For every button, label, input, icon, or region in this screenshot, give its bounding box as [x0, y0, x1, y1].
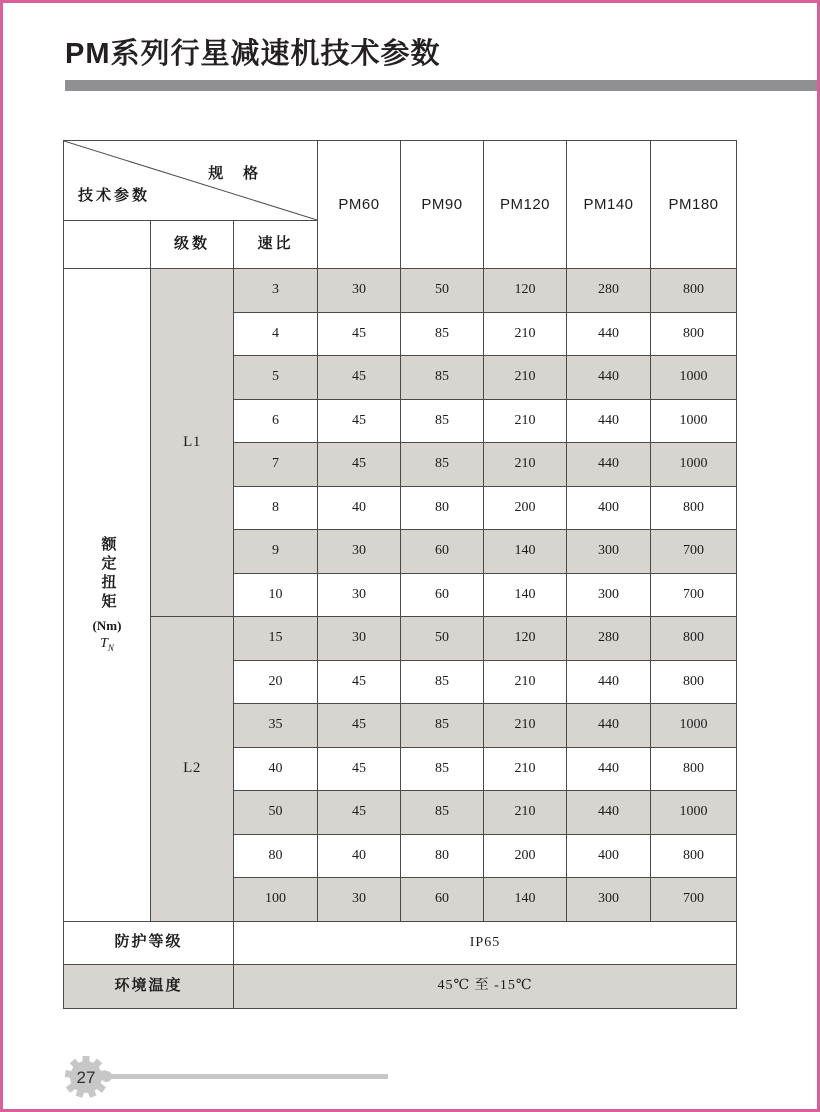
- torque-value-cell: 50: [401, 269, 484, 313]
- torque-value-cell: 45: [318, 443, 401, 487]
- torque-value-cell: 800: [651, 835, 736, 879]
- torque-value-cell: 210: [484, 443, 567, 487]
- ratio-header: 速比: [234, 221, 318, 269]
- ratio-cell: 35: [234, 704, 318, 748]
- torque-value-cell: 45: [318, 704, 401, 748]
- torque-value-cell: 60: [401, 574, 484, 618]
- torque-value-cell: 140: [484, 574, 567, 618]
- diagonal-divider: [64, 141, 317, 220]
- torque-value-cell: 300: [567, 530, 651, 574]
- torque-value-cell: 85: [401, 313, 484, 357]
- torque-value-cell: 400: [567, 487, 651, 531]
- torque-value-cell: 30: [318, 878, 401, 922]
- torque-value-cell: 85: [401, 443, 484, 487]
- torque-value-cell: 120: [484, 269, 567, 313]
- torque-value-cell: 800: [651, 269, 736, 313]
- torque-value-cell: 85: [401, 356, 484, 400]
- torque-value-cell: 30: [318, 530, 401, 574]
- torque-value-cell: 80: [401, 487, 484, 531]
- torque-value-cell: 45: [318, 313, 401, 357]
- column-header-pm180: PM180: [651, 141, 736, 269]
- ratio-cell: 20: [234, 661, 318, 705]
- stage-group-label-l2: L2: [151, 617, 234, 922]
- gear-icon: [60, 1051, 112, 1103]
- footer-value: 45℃ 至 -15℃: [234, 965, 736, 1008]
- torque-value-cell: 700: [651, 574, 736, 618]
- torque-value-cell: 210: [484, 791, 567, 835]
- torque-label: 额定扭矩: [99, 536, 116, 613]
- torque-value-cell: 800: [651, 748, 736, 792]
- torque-value-cell: 60: [401, 878, 484, 922]
- torque-value-cell: 45: [318, 400, 401, 444]
- torque-value-cell: 50: [401, 617, 484, 661]
- ratio-cell: 7: [234, 443, 318, 487]
- torque-value-cell: 440: [567, 356, 651, 400]
- ratio-cell: 3: [234, 269, 318, 313]
- subheader-empty-cell: [64, 221, 151, 269]
- torque-symbol: $T_N$: [100, 636, 114, 654]
- torque-value-cell: 120: [484, 617, 567, 661]
- torque-value-cell: 440: [567, 661, 651, 705]
- torque-value-cell: 85: [401, 704, 484, 748]
- torque-value-cell: 800: [651, 661, 736, 705]
- torque-value-cell: 85: [401, 748, 484, 792]
- ratio-cell: 100: [234, 878, 318, 922]
- ratio-cell: 6: [234, 400, 318, 444]
- corner-header-cell: [64, 141, 318, 221]
- ratio-cell: 15: [234, 617, 318, 661]
- torque-value-cell: 400: [567, 835, 651, 879]
- param-axis-label: 技术参数: [78, 188, 151, 204]
- ratio-cell: 9: [234, 530, 318, 574]
- torque-value-cell: 45: [318, 356, 401, 400]
- torque-value-cell: 440: [567, 791, 651, 835]
- torque-value-cell: 210: [484, 704, 567, 748]
- torque-value-cell: 40: [318, 835, 401, 879]
- torque-value-cell: 210: [484, 661, 567, 705]
- torque-value-cell: 440: [567, 313, 651, 357]
- footer-label: 防护等级: [64, 922, 234, 965]
- torque-value-cell: 700: [651, 878, 736, 922]
- column-header-pm120: PM120: [484, 141, 567, 269]
- torque-value-cell: 440: [567, 400, 651, 444]
- page-number: 27: [76, 1068, 96, 1087]
- torque-value-cell: 140: [484, 530, 567, 574]
- torque-value-cell: 40: [318, 487, 401, 531]
- torque-value-cell: 210: [484, 748, 567, 792]
- torque-value-cell: 45: [318, 791, 401, 835]
- ratio-cell: 4: [234, 313, 318, 357]
- ratio-cell: 8: [234, 487, 318, 531]
- torque-value-cell: 700: [651, 530, 736, 574]
- torque-value-cell: 1000: [651, 356, 736, 400]
- torque-value-cell: 140: [484, 878, 567, 922]
- spec-table: [63, 140, 737, 1009]
- footer-rule-line: [108, 1074, 388, 1079]
- torque-value-cell: 800: [651, 313, 736, 357]
- torque-value-cell: 210: [484, 400, 567, 444]
- torque-value-cell: 800: [651, 617, 736, 661]
- column-header-pm90: PM90: [401, 141, 484, 269]
- stage-header: 级数: [151, 221, 234, 269]
- torque-value-cell: 1000: [651, 400, 736, 444]
- ratio-cell: 50: [234, 791, 318, 835]
- torque-value-cell: 1000: [651, 791, 736, 835]
- footer-label: 环境温度: [64, 965, 234, 1008]
- torque-value-cell: 440: [567, 704, 651, 748]
- spec-axis-label: 规 格: [208, 166, 266, 182]
- page-title: PM系列行星减速机技术参数: [65, 38, 441, 70]
- torque-value-cell: 30: [318, 574, 401, 618]
- torque-value-cell: 45: [318, 661, 401, 705]
- torque-value-cell: 300: [567, 574, 651, 618]
- torque-value-cell: 440: [567, 443, 651, 487]
- ratio-cell: 80: [234, 835, 318, 879]
- footer-value: IP65: [234, 922, 736, 965]
- torque-value-cell: 200: [484, 487, 567, 531]
- torque-value-cell: 200: [484, 835, 567, 879]
- column-header-pm140: PM140: [567, 141, 651, 269]
- column-header-pm60: PM60: [318, 141, 401, 269]
- torque-value-cell: 30: [318, 617, 401, 661]
- ratio-cell: 5: [234, 356, 318, 400]
- torque-value-cell: 30: [318, 269, 401, 313]
- torque-value-cell: 1000: [651, 443, 736, 487]
- torque-value-cell: 85: [401, 791, 484, 835]
- torque-value-cell: 85: [401, 400, 484, 444]
- torque-value-cell: 440: [567, 748, 651, 792]
- torque-value-cell: 85: [401, 661, 484, 705]
- ratio-cell: 10: [234, 574, 318, 618]
- torque-value-cell: 280: [567, 617, 651, 661]
- stage-group-label-l1: L1: [151, 269, 234, 617]
- torque-value-cell: 60: [401, 530, 484, 574]
- torque-unit: (Nm): [92, 618, 122, 634]
- torque-value-cell: 45: [318, 748, 401, 792]
- torque-value-cell: 210: [484, 313, 567, 357]
- torque-value-cell: 800: [651, 487, 736, 531]
- torque-value-cell: 210: [484, 356, 567, 400]
- torque-axis-cell: [64, 269, 151, 922]
- title-underline-bar: [65, 80, 817, 91]
- ratio-cell: 40: [234, 748, 318, 792]
- torque-value-cell: 300: [567, 878, 651, 922]
- torque-value-cell: 1000: [651, 704, 736, 748]
- torque-value-cell: 80: [401, 835, 484, 879]
- torque-value-cell: 280: [567, 269, 651, 313]
